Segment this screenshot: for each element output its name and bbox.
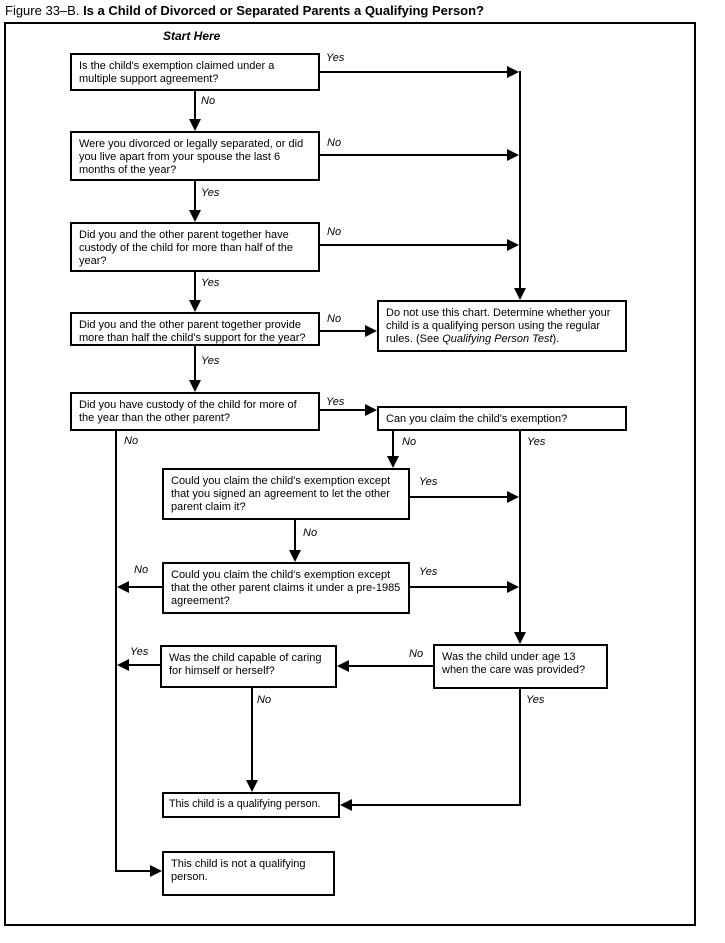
edge-label-q2-no: No [327, 137, 342, 149]
edge-label-q9-no: No [257, 694, 272, 706]
node-pre-1985-agreement [162, 562, 410, 614]
connector-q1-no [194, 91, 196, 121]
arrow-into-not-qualifying [150, 865, 162, 877]
arrow-q4-yes-down [189, 380, 201, 392]
figure-title-text: Is a Child of Divorced or Separated Parents a Qualifying Person? [83, 3, 484, 18]
node-do-not-use-chart-after: ). [552, 333, 560, 345]
edge-label-q10-no: No [409, 648, 424, 660]
node-signed-agreement-exception [162, 468, 410, 520]
connector-q9-yes [128, 664, 160, 666]
edge-label-q8-yes: Yes [419, 566, 438, 578]
connector-q8-yes [410, 586, 509, 588]
edge-label-q9-yes: Yes [130, 646, 149, 658]
arrow-q9-yes-merge [117, 659, 129, 671]
node-not-qualifying-person [162, 851, 335, 896]
arrow-q1-no-down [189, 119, 201, 131]
arrow-q10-no-into-capable [337, 660, 349, 672]
connector-q6-no [392, 431, 394, 458]
edge-label-q8-no: No [134, 564, 149, 576]
arrow-q9-no-down [246, 780, 258, 792]
connector-q5-yes [320, 409, 367, 411]
start-here-label: Start Here [163, 29, 221, 43]
node-not-qualifying-person-text: This child is not a qualifying person. [171, 858, 306, 883]
connector-to-qualifying [351, 804, 521, 806]
arrow-q6-no-down [387, 456, 399, 468]
arrow-q1-yes-merge [507, 66, 519, 78]
figure-title [5, 3, 484, 18]
arrow-into-under-13 [514, 632, 526, 644]
arrow-into-do-not-use [514, 288, 526, 300]
connector-q9-no [251, 688, 253, 782]
node-can-claim-exemption [377, 406, 627, 431]
arrow-q2-no-merge [507, 149, 519, 161]
connector-q1-yes [320, 71, 509, 73]
node-custody-more-of-year-text: Did you have custody of the child for more of the year than the other parent? [79, 399, 297, 424]
edge-label-q4-yes: Yes [201, 355, 220, 367]
edge-label-q5-no: No [124, 435, 139, 447]
node-pre-1985-agreement-text: Could you claim the child's exemption except that the other parent claims it under a pre-1985 agreement? [171, 569, 401, 607]
node-can-claim-exemption-text: Can you claim the child's exemption? [386, 413, 568, 425]
arrow-q3-yes-down [189, 300, 201, 312]
node-do-not-use-chart [377, 300, 627, 352]
connector-q3-yes [194, 272, 196, 301]
node-child-capable-of-caring-text: Was the child capable of caring for himself or herself? [169, 652, 322, 677]
node-child-capable-of-caring [160, 645, 337, 688]
node-custody-more-of-year [70, 392, 320, 431]
node-child-under-13 [433, 644, 608, 689]
connector-q2-no [320, 154, 509, 156]
arrow-q4-no-into-do-not-use [365, 325, 377, 337]
edge-label-q7-no: No [303, 527, 318, 539]
edge-label-q5-yes: Yes [326, 396, 345, 408]
node-do-not-use-chart-text: Do not use this chart. Determine whether your child is a qualifying person using the regular rules. (See [386, 307, 611, 345]
edge-label-q3-no: No [327, 226, 342, 238]
edge-label-q3-yes: Yes [201, 277, 220, 289]
connector-q2-yes [194, 181, 196, 212]
node-divorced-or-separated [70, 131, 320, 181]
node-joint-custody-half-year [70, 222, 320, 272]
edge-label-q1-yes: Yes [326, 52, 345, 64]
connector-q10-yes [519, 689, 521, 806]
edge-label-q6-no: No [402, 436, 417, 448]
edge-label-q2-yes: Yes [201, 187, 220, 199]
connector-q4-no [320, 330, 367, 332]
node-joint-support-half-text: Did you and the other parent together provide more than half the child's support for the year? [79, 319, 306, 344]
arrow-q7-no-down [289, 550, 301, 562]
arrow-q8-yes-merge [507, 581, 519, 593]
edge-label-q10-yes: Yes [526, 694, 545, 706]
connector-q7-yes [410, 496, 509, 498]
connector-q10-no [348, 665, 433, 667]
edge-label-q6-yes: Yes [527, 436, 546, 448]
node-exemption-multiple-support [70, 53, 320, 91]
connector-to-not-qualifying [115, 870, 152, 872]
node-signed-agreement-exception-text: Could you claim the child's exemption except that you signed an agreement to let the other parent claim it? [171, 475, 391, 513]
connector-q3-no [320, 244, 509, 246]
connector-right-trunk-upper [519, 71, 521, 290]
node-child-under-13-text: Was the child under age 13 when the care was provided? [442, 651, 586, 676]
arrow-q7-yes-merge [507, 491, 519, 503]
arrow-q2-yes-down [189, 210, 201, 222]
node-joint-support-half [70, 312, 320, 346]
node-qualifying-person-text: This child is a qualifying person. [169, 798, 321, 810]
node-exemption-multiple-support-text: Is the child's exemption claimed under a multiple support agreement? [79, 60, 275, 85]
node-qualifying-person [162, 792, 340, 818]
node-divorced-or-separated-text: Were you divorced or legally separated, or did you live apart from your spouse the last 6 months of the year? [79, 138, 304, 176]
arrow-q8-no-merge [117, 581, 129, 593]
connector-left-trunk-q5-no [115, 431, 117, 872]
connector-q7-no [294, 520, 296, 552]
arrow-q3-no-merge [507, 239, 519, 251]
edge-label-q7-yes: Yes [419, 476, 438, 488]
connector-right-trunk-q6-yes [519, 431, 521, 634]
node-do-not-use-chart-italic: Qualifying Person Test [442, 333, 553, 345]
arrow-q5-yes-into-can-claim [365, 404, 377, 416]
figure-label: Figure 33–B. [5, 3, 80, 18]
node-joint-custody-half-year-text: Did you and the other parent together have custody of the child for more than half of the year? [79, 229, 294, 267]
edge-label-q1-no: No [201, 95, 216, 107]
connector-q8-no [128, 586, 162, 588]
edge-label-q4-no: No [327, 313, 342, 325]
connector-q4-yes [194, 346, 196, 382]
arrow-into-qualifying [340, 799, 352, 811]
